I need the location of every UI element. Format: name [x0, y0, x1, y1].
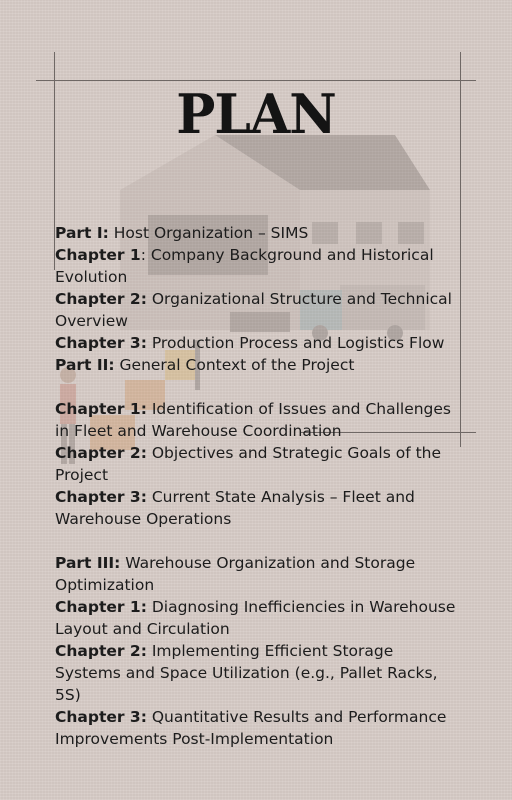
- entry-text: : Company Background and Historical Evolution: [55, 246, 434, 286]
- entry-text: Diagnosing Inefficiencies in Warehouse Layout and Circulation: [55, 598, 456, 638]
- toc-part-2-chapter-2: [55, 442, 460, 486]
- entry-label: Chapter 3:: [55, 708, 147, 726]
- entry-label: Part III:: [55, 554, 121, 572]
- toc-part-2-chapter-1: [55, 398, 460, 442]
- section-gap: [55, 376, 460, 398]
- entry-label: Part I:: [55, 224, 109, 242]
- toc-part-1: [55, 222, 460, 244]
- entry-label: Chapter 2:: [55, 444, 147, 462]
- entry-text: Warehouse Organization and Storage Optimization: [55, 554, 416, 594]
- entry-text: Identification of Issues and Challenges in Fleet and Warehouse Coordination: [55, 400, 452, 440]
- entry-text: Host Organization – SIMS: [108, 224, 309, 242]
- entry-label: Chapter 2:: [55, 642, 147, 660]
- toc-part-1-chapter-2: [55, 288, 460, 332]
- entry-text: Current State Analysis – Fleet and Warehouse Operations: [55, 488, 415, 528]
- table-of-contents: [55, 222, 460, 750]
- toc-part-1-chapter-3: [55, 332, 460, 354]
- frame-top-line: [36, 80, 476, 81]
- toc-part-3-chapter-2: [55, 640, 460, 706]
- toc-part-2-chapter-3: [55, 486, 460, 530]
- page-title: PLAN: [176, 82, 336, 147]
- toc-part-3-chapter-1: [55, 596, 460, 640]
- toc-part-2: [55, 354, 460, 376]
- entry-text: Objectives and Strategic Goals of the Project: [55, 444, 442, 484]
- toc-part-3: [55, 552, 460, 596]
- toc-part-1-chapter-1: [55, 244, 460, 288]
- entry-text: Organizational Structure and Technical Overview: [55, 290, 452, 330]
- entry-label: Chapter 1:: [55, 400, 147, 418]
- entry-text: Production Process and Logistics Flow: [146, 334, 445, 352]
- entry-text: Implementing Efficient Storage Systems and Space Utilization (e.g., Pallet Racks, 5S): [55, 642, 438, 704]
- section-gap: [55, 530, 460, 552]
- entry-label: Chapter 3:: [55, 488, 147, 506]
- entry-text: Quantitative Results and Performance Improvements Post-Implementation: [55, 708, 447, 748]
- entry-label: Part II:: [55, 356, 115, 374]
- entry-text: General Context of the Project: [114, 356, 355, 374]
- entry-label: Chapter 3:: [55, 334, 147, 352]
- entry-label: Chapter 2:: [55, 290, 147, 308]
- entry-label: Chapter 1: [55, 246, 141, 264]
- entry-label: Chapter 1:: [55, 598, 147, 616]
- toc-part-3-chapter-3: [55, 706, 460, 750]
